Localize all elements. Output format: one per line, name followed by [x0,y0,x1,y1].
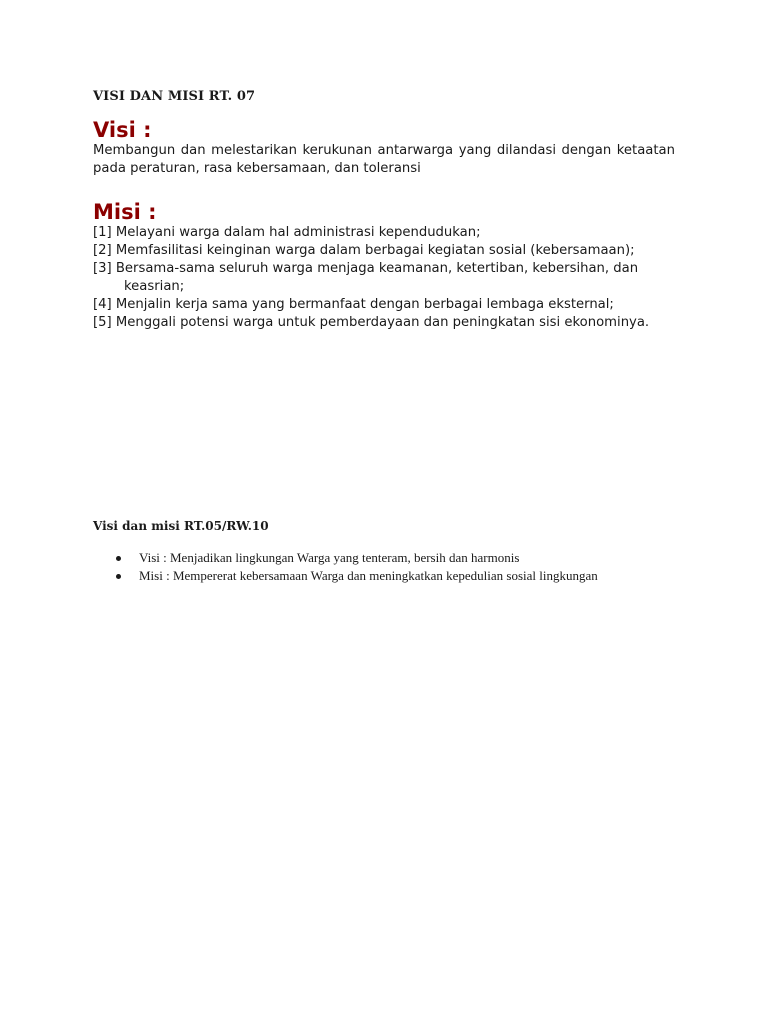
section2-title: Visi dan misi RT.05/RW.10 [93,519,269,533]
section2-misi-text: Misi : Mempererat kebersamaan Warga dan meningkatkan kepedulian sosial lingkungan [139,568,598,583]
section2-bullet-visi [93,549,653,567]
bullet-icon [116,574,121,579]
visi-text: Membangun dan melestarikan kerukunan antarwarga yang dilandasi dengan ketaatan pada peraturan, rasa kebersamaan, dan toleransi [93,143,675,176]
misi-list [93,224,675,332]
misi-item-3: [3] Bersama-sama seluruh warga menjaga keamanan, ketertiban, kebersihan, dan [93,261,639,276]
rt07-section [93,88,675,332]
misi-heading: Misi : [93,200,157,224]
section2-visi-text: Visi : Menjadikan lingkungan Warga yang tenteram, bersih dan harmonis [139,550,520,565]
visi-heading: Visi : [93,118,152,142]
bullet-icon [116,556,121,561]
section2-bullet-misi [93,567,653,585]
misi-item-1: [1] Melayani warga dalam hal administrasi kependudukan; [93,225,481,240]
misi-item-5: [5] Menggali potensi warga untuk pemberdayaan dan peningkatan sisi ekonominya. [93,315,650,330]
section2-bullet-list [93,549,653,585]
document-title: VISI DAN MISI RT. 07 [93,89,256,104]
misi-item-3-continuation: keasrian; [124,279,185,294]
rt05-rw10-section [93,517,653,585]
misi-item-4: [4] Menjalin kerja sama yang bermanfaat dengan berbagai lembaga eksternal; [93,297,614,312]
misi-item-2: [2] Memfasilitasi keinginan warga dalam berbagai kegiatan sosial (kebersamaan); [93,243,635,258]
